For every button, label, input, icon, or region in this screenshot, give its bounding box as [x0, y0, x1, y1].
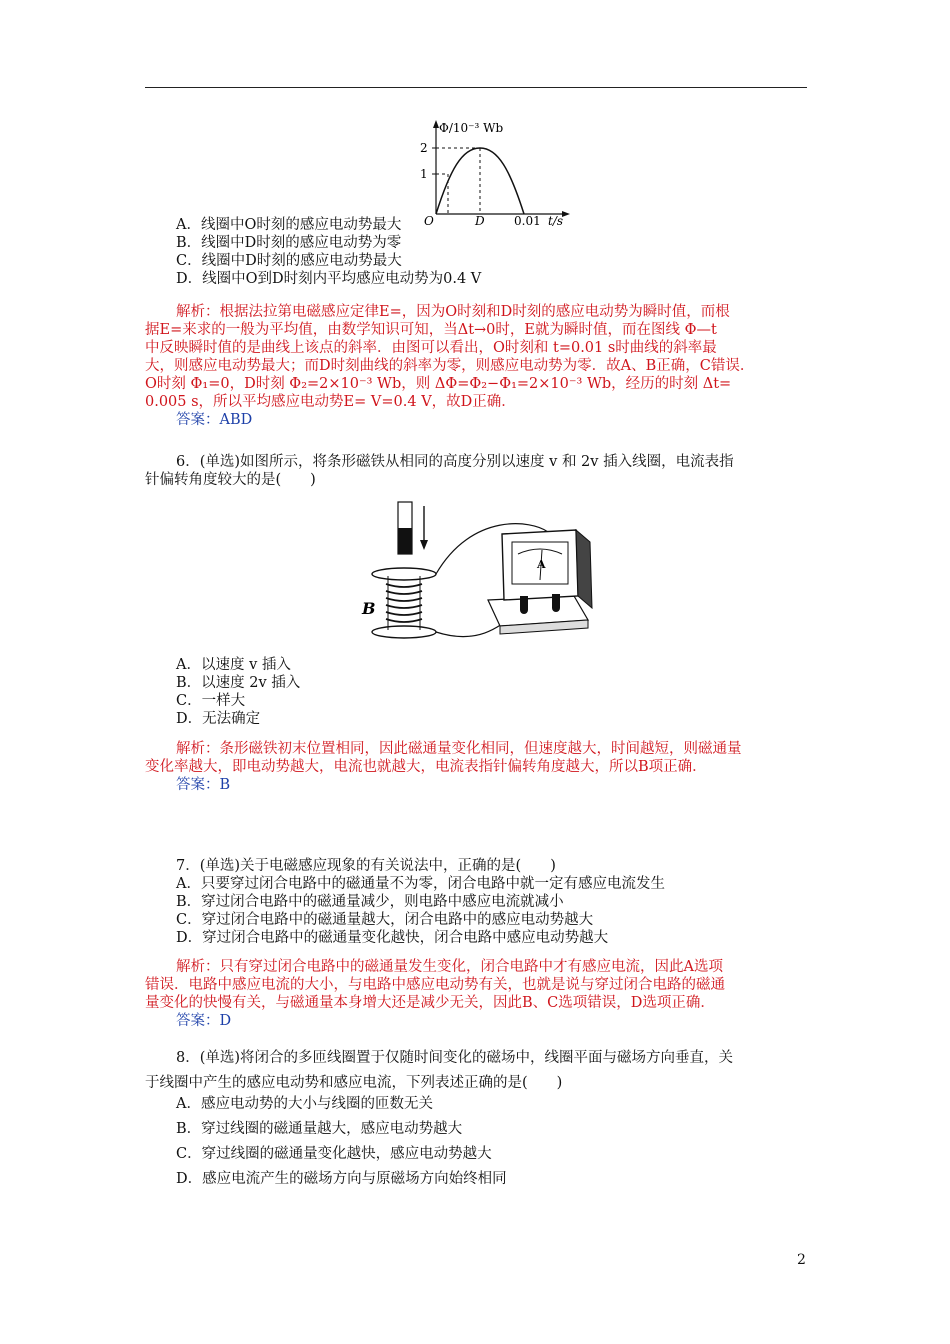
q7-analysis-label: 解析： — [176, 959, 220, 975]
q6-answer: 答案：B — [176, 777, 231, 793]
y-axis-label: Φ/10⁻³ Wb — [439, 121, 504, 135]
q7-analysis-line-1: 解析：只有穿过闭合电路中的磁通量发生变化，闭合电路中才有感应电流，因此A选项 — [176, 959, 723, 975]
q5-option-a: A．线圈中O时刻的感应电动势最大 — [176, 217, 402, 233]
q6-option-c: C．一样大 — [176, 693, 246, 709]
q6-option-b: B．以速度 2v 插入 — [176, 675, 301, 691]
magnet-coil-galvanometer-figure — [352, 492, 602, 650]
q5-analysis-line-2: 据E=来求的一般为平均值，由数学知识可知，当Δt→0时，E就为瞬时值，而在图线 Φ—t — [145, 322, 717, 338]
q5-option-b: B．线圈中D时刻的感应电动势为零 — [176, 235, 402, 251]
q5-option-c: C．线圈中D时刻的感应电动势最大 — [176, 253, 402, 269]
q7-option-c: C．穿过闭合电路中的磁通量越大，闭合电路中的感应电动势越大 — [176, 912, 594, 928]
q6-analysis-label: 解析： — [176, 741, 220, 757]
q5-answer: 答案：ABD — [176, 412, 253, 428]
q7-analysis-line-3: 量变化的快慢有关，与磁通量本身增大还是减少无关，因此B、C选项错误，D选项正确． — [145, 995, 715, 1011]
tick-d: D — [475, 214, 485, 226]
q5-analysis-line-5: O时刻 Φ₁=0，D时刻 Φ₂=2×10⁻³ Wb，则 ΔΦ=Φ₂−Φ₁=2×10⁻³ Wb，经历的时刻 Δt= — [145, 376, 732, 392]
coil-label: B — [362, 599, 376, 618]
q5-option-d: D．线圈中O到D时刻内平均感应电动势为0.4 V — [176, 271, 482, 287]
tick-o: O — [424, 214, 434, 226]
q8-stem-line-1: 8．(单选)将闭合的多匝线圈置于仅随时间变化的磁场中，线圈平面与磁场方向垂直，关 — [176, 1050, 734, 1066]
q7-analysis-line-2: 错误．电路中感应电流的大小，与电路中感应电动势有关，也就是说与穿过闭合电路的磁通 — [145, 977, 725, 993]
q5-analysis-line-6: 0.005 s，所以平均感应电动势E= V=0.4 V，故D正确． — [145, 394, 516, 410]
q8-option-a: A．感应电动势的大小与线圈的匝数无关 — [176, 1096, 433, 1112]
q6-option-a: A．以速度 v 插入 — [176, 657, 291, 673]
q5-analysis-label: 解析： — [176, 304, 220, 320]
tick-y2: 2 — [420, 141, 428, 155]
q6-stem-line-2: 针偏转角度较大的是( ) — [145, 472, 316, 488]
q8-option-c: C．穿过线圈的磁通量变化越快，感应电动势越大 — [176, 1146, 492, 1162]
q6-option-d: D．无法确定 — [176, 711, 261, 727]
q7-option-d: D．穿过闭合电路中的磁通量变化越快，闭合电路中感应电动势越大 — [176, 930, 609, 946]
header-rule — [145, 87, 807, 88]
q7-answer: 答案：D — [176, 1013, 232, 1029]
q7-option-b: B．穿过闭合电路中的磁通量减少，则电路中感应电流就减小 — [176, 894, 564, 910]
page-number: 2 — [797, 1252, 806, 1268]
q8-option-b: B．穿过线圈的磁通量越大，感应电动势越大 — [176, 1121, 463, 1137]
q5-analysis-line-3: 中反映瞬时值的是曲线上该点的斜率．由图可以看出，O时刻和 t=0.01 s时曲线的斜率最 — [145, 340, 717, 356]
q8-stem-line-2: 于线圈中产生的感应电动势和感应电流，下列表述正确的是( ) — [145, 1075, 563, 1091]
tick-001: 0.01 — [514, 214, 541, 226]
q6-analysis-line-1: 解析：条形磁铁初末位置相同，因此磁通量变化相同，但速度越大，时间越短，则磁通量 — [176, 741, 742, 757]
flux-time-graph — [410, 118, 575, 226]
q6-stem-line-1: 6．(单选)如图所示，将条形磁铁从相同的高度分别以速度 v 和 2v 插入线圈，电流表指 — [176, 454, 734, 470]
galvanometer-label: A — [537, 558, 546, 571]
q5-analysis-line-1: 解析：根据法拉第电磁感应定律E=，因为O时刻和D时刻的感应电动势为瞬时值，而根 — [176, 304, 730, 320]
q7-stem: 7．(单选)关于电磁感应现象的有关说法中，正确的是( ) — [176, 858, 556, 874]
q6-analysis-line-2: 变化率越大，即电动势越大，电流也就越大，电流表指针偏转角度越大，所以B项正确． — [145, 759, 707, 775]
q8-option-d: D．感应电流产生的磁场方向与原磁场方向始终相同 — [176, 1171, 507, 1187]
x-axis-label: t/s — [548, 214, 564, 226]
q5-analysis-line-4: 大，则感应电动势最大；而D时刻曲线的斜率为零，则感应电动势为零．故A、B正确，C错误． — [145, 358, 755, 374]
tick-y1: 1 — [420, 167, 428, 181]
q7-option-a: A．只要穿过闭合电路中的磁通量不为零，闭合电路中就一定有感应电流发生 — [176, 876, 665, 892]
